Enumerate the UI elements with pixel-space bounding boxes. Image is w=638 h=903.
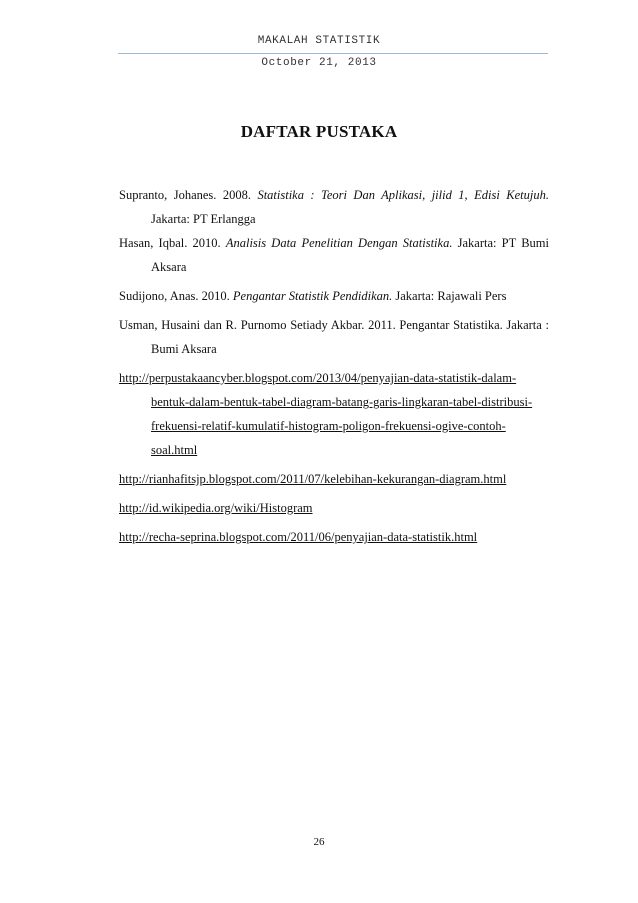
header-title: MAKALAH STATISTIK xyxy=(257,35,381,47)
reference-link[interactable]: http://recha-seprina.blogspot.com/2011/06/penyajian-data-statistik.html xyxy=(119,530,478,544)
reference-author: Hasan, Iqbal. 2010. xyxy=(119,236,226,250)
reference-item xyxy=(119,284,549,308)
reference-link-item xyxy=(119,467,549,491)
reference-title: Statistika : Teori Dan Aplikasi, jilid 1, Edisi Ketujuh. xyxy=(257,188,549,202)
reference-publisher: Jakarta: PT Bumi Aksara xyxy=(151,236,550,274)
reference-link[interactable]: http://rianhafitsjp.blogspot.com/2011/07/kelebihan-kekurangan-diagram.html xyxy=(119,472,507,486)
reference-publisher: Jakarta: PT Erlangga xyxy=(151,212,256,226)
reference-publisher: Jakarta: Rajawali Pers xyxy=(392,289,507,303)
reference-item xyxy=(119,231,549,279)
header-divider xyxy=(118,53,548,54)
reference-item xyxy=(119,183,549,231)
reference-list xyxy=(119,183,549,554)
reference-link-item xyxy=(119,366,549,462)
page-number: 26 xyxy=(313,836,325,848)
reference-author: Sudijono, Anas. 2010. xyxy=(119,289,233,303)
reference-link-item xyxy=(119,525,549,549)
header-date: October 21, 2013 xyxy=(261,57,377,69)
reference-link-item xyxy=(119,496,549,520)
running-header xyxy=(0,34,638,70)
reference-title: Pengantar Statistik Pendidikan. xyxy=(232,289,393,303)
reference-link[interactable]: http://perpustakaancyber.blogspot.com/2013/04/penyajian-data-statistik-dalam-bentuk-dalam-bentuk-tabel-diagram-batang-garis-lingkaran-tabel-distribusi-frekuensi-relatif-kumulatif-histogram-poligon-frekuensi-ogive-contoh-soal.html xyxy=(119,371,533,457)
reference-link[interactable]: http://id.wikipedia.org/wiki/Histogram xyxy=(119,501,313,515)
page-title: DAFTAR PUSTAKA xyxy=(240,122,398,141)
reference-author: Supranto, Johanes. 2008. xyxy=(119,188,258,202)
reference-item: Usman, Husaini dan R. Purnomo Setiady Akbar. 2011. Pengantar Statistika. Jakarta : Bumi Aksara xyxy=(119,318,549,356)
reference-title: Analisis Data Penelitian Dengan Statistika. xyxy=(225,236,453,250)
